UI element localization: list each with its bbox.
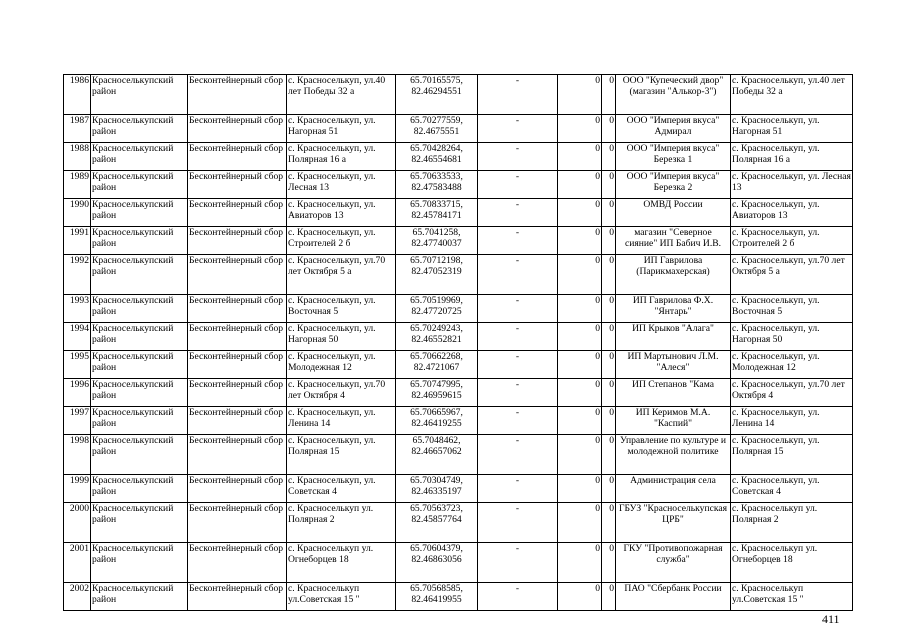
table-row bbox=[64, 255, 853, 295]
coordinates-cell: 65.70633533, 82.47583488 bbox=[396, 171, 478, 199]
value-cell: 0 bbox=[558, 75, 602, 115]
coordinates-cell: 65.70277559, 82.4675551 bbox=[396, 115, 478, 143]
organization-address-cell: с. Красноселькуп, ул. Полярная 15 bbox=[731, 435, 853, 475]
value-cell: 0 bbox=[558, 583, 602, 611]
district-cell: Красноселькупский район bbox=[91, 323, 188, 351]
dash-cell: - bbox=[478, 199, 558, 227]
coordinates-cell: 65.70304749, 82.46335197 bbox=[396, 475, 478, 503]
address-cell: с. Красноселькуп, ул. Полярная 15 bbox=[287, 435, 396, 475]
district-cell: Красноселькупский район bbox=[91, 171, 188, 199]
row-number-cell: 1989 bbox=[64, 171, 91, 199]
coordinates-cell: 65.70662268, 82.4721067 bbox=[396, 351, 478, 379]
value-cell: 0 bbox=[558, 227, 602, 255]
coordinates-cell: 65.70604379, 82.46863056 bbox=[396, 543, 478, 583]
organization-address-cell: с. Красноселькуп, ул. Советская 4 bbox=[731, 475, 853, 503]
dash-cell: - bbox=[478, 435, 558, 475]
collection-method-cell: Бесконтейнерный сбор bbox=[188, 583, 287, 611]
value-cell: 0 bbox=[558, 435, 602, 475]
dash-cell: - bbox=[478, 295, 558, 323]
address-cell: с. Красноселькуп, ул. Советская 4 bbox=[287, 475, 396, 503]
value-cell: 0 bbox=[602, 379, 616, 407]
value-cell: 0 bbox=[558, 199, 602, 227]
row-number-cell: 1990 bbox=[64, 199, 91, 227]
table-row bbox=[64, 199, 853, 227]
coordinates-cell: 65.70747995, 82.46959615 bbox=[396, 379, 478, 407]
table-body bbox=[64, 75, 853, 611]
collection-method-cell: Бесконтейнерный сбор bbox=[188, 75, 287, 115]
value-cell: 0 bbox=[558, 475, 602, 503]
organization-address-cell: с. Красноселькуп, ул. Ленина 14 bbox=[731, 407, 853, 435]
collection-method-cell: Бесконтейнерный сбор bbox=[188, 503, 287, 543]
value-cell: 0 bbox=[602, 475, 616, 503]
collection-method-cell: Бесконтейнерный сбор bbox=[188, 171, 287, 199]
organization-address-cell: с. Красноселькуп ул. Полярная 2 bbox=[731, 503, 853, 543]
value-cell: 0 bbox=[602, 115, 616, 143]
address-cell: с. Красноселькуп, ул. Строителей 2 б bbox=[287, 227, 396, 255]
value-cell: 0 bbox=[558, 295, 602, 323]
organization-address-cell: с. Красноселькуп, ул. Восточная 5 bbox=[731, 295, 853, 323]
organization-cell: магазин "Северное сияние" ИП Бабич И.В. bbox=[616, 227, 731, 255]
organization-cell: ОМВД России bbox=[616, 199, 731, 227]
value-cell: 0 bbox=[558, 503, 602, 543]
dash-cell: - bbox=[478, 75, 558, 115]
coordinates-cell: 65.70428264, 82.46554681 bbox=[396, 143, 478, 171]
organization-cell: ПАО "Сбербанк России bbox=[616, 583, 731, 611]
value-cell: 0 bbox=[558, 351, 602, 379]
value-cell: 0 bbox=[558, 255, 602, 295]
dash-cell: - bbox=[478, 351, 558, 379]
organization-cell: ИП Крыков "Алага" bbox=[616, 323, 731, 351]
organization-address-cell: с. Красноселькуп, ул. Нагорная 51 bbox=[731, 115, 853, 143]
organization-cell: ИП Гаврилова (Парикмахерская) bbox=[616, 255, 731, 295]
coordinates-cell: 65.70833715, 82.45784171 bbox=[396, 199, 478, 227]
value-cell: 0 bbox=[558, 115, 602, 143]
coordinates-cell: 65.70165575, 82.46294551 bbox=[396, 75, 478, 115]
address-cell: с. Красноселькуп, ул. Восточная 5 bbox=[287, 295, 396, 323]
organization-address-cell: с. Красноселькуп ул. Огнеборцев 18 bbox=[731, 543, 853, 583]
organization-cell: ИП Степанов "Кама bbox=[616, 379, 731, 407]
organization-cell: ООО "Империя вкуса" Адмирал bbox=[616, 115, 731, 143]
value-cell: 0 bbox=[602, 351, 616, 379]
organization-address-cell: с. Красноселькуп, ул.40 лет Победы 32 а bbox=[731, 75, 853, 115]
value-cell: 0 bbox=[558, 379, 602, 407]
collection-method-cell: Бесконтейнерный сбор bbox=[188, 475, 287, 503]
dash-cell: - bbox=[478, 543, 558, 583]
collection-method-cell: Бесконтейнерный сбор bbox=[188, 115, 287, 143]
organization-address-cell: с. Красноселькуп, ул. Строителей 2 б bbox=[731, 227, 853, 255]
coordinates-cell: 65.70568585, 82.46419955 bbox=[396, 583, 478, 611]
organization-cell: ГБУЗ "Красноселькупская ЦРБ" bbox=[616, 503, 731, 543]
value-cell: 0 bbox=[602, 255, 616, 295]
address-cell: с. Красноселькуп, ул. Молодежная 12 bbox=[287, 351, 396, 379]
table-row bbox=[64, 171, 853, 199]
organization-address-cell: с. Красноселькуп, ул. Полярная 16 а bbox=[731, 143, 853, 171]
district-cell: Красноселькупский район bbox=[91, 227, 188, 255]
collection-method-cell: Бесконтейнерный сбор bbox=[188, 295, 287, 323]
table-row bbox=[64, 583, 853, 611]
district-cell: Красноселькупский район bbox=[91, 583, 188, 611]
address-cell: с. Красноселькуп, ул. Ленина 14 bbox=[287, 407, 396, 435]
district-cell: Красноселькупский район bbox=[91, 199, 188, 227]
organization-cell: ИП Гаврилова Ф.Х. "Янтарь" bbox=[616, 295, 731, 323]
value-cell: 0 bbox=[602, 199, 616, 227]
collection-method-cell: Бесконтейнерный сбор bbox=[188, 435, 287, 475]
address-cell: с. Красноселькуп, ул.70 лет Октября 4 bbox=[287, 379, 396, 407]
collection-method-cell: Бесконтейнерный сбор bbox=[188, 407, 287, 435]
dash-cell: - bbox=[478, 503, 558, 543]
organization-address-cell: с. Красноселькуп, ул. Молодежная 12 bbox=[731, 351, 853, 379]
district-cell: Красноселькупский район bbox=[91, 503, 188, 543]
address-cell: с. Красноселькуп, ул. Лесная 13 bbox=[287, 171, 396, 199]
address-cell: с. Красноселькуп ул. Полярная 2 bbox=[287, 503, 396, 543]
value-cell: 0 bbox=[602, 171, 616, 199]
dash-cell: - bbox=[478, 255, 558, 295]
organization-cell: ИП Мартынович Л.М. "Алеся" bbox=[616, 351, 731, 379]
collection-method-cell: Бесконтейнерный сбор bbox=[188, 543, 287, 583]
coordinates-cell: 65.70563723, 82.45857764 bbox=[396, 503, 478, 543]
row-number-cell: 1999 bbox=[64, 475, 91, 503]
district-cell: Красноселькупский район bbox=[91, 543, 188, 583]
row-number-cell: 1987 bbox=[64, 115, 91, 143]
address-cell: с. Красноселькуп, ул. Нагорная 50 bbox=[287, 323, 396, 351]
table-row bbox=[64, 503, 853, 543]
coordinates-cell: 65.7041258, 82.47740037 bbox=[396, 227, 478, 255]
collection-points-table bbox=[63, 74, 853, 611]
collection-method-cell: Бесконтейнерный сбор bbox=[188, 379, 287, 407]
page-number: 411 bbox=[822, 612, 840, 626]
dash-cell: - bbox=[478, 143, 558, 171]
row-number-cell: 1995 bbox=[64, 351, 91, 379]
district-cell: Красноселькупский район bbox=[91, 379, 188, 407]
collection-method-cell: Бесконтейнерный сбор bbox=[188, 143, 287, 171]
coordinates-cell: 65.7048462, 82.46657062 bbox=[396, 435, 478, 475]
value-cell: 0 bbox=[558, 143, 602, 171]
district-cell: Красноселькупский район bbox=[91, 143, 188, 171]
table-row bbox=[64, 75, 853, 115]
address-cell: с. Красноселькуп, ул.40 лет Победы 32 а bbox=[287, 75, 396, 115]
address-cell: с. Красноселькуп, ул. Полярная 16 а bbox=[287, 143, 396, 171]
collection-method-cell: Бесконтейнерный сбор bbox=[188, 351, 287, 379]
collection-method-cell: Бесконтейнерный сбор bbox=[188, 255, 287, 295]
dash-cell: - bbox=[478, 227, 558, 255]
table-row bbox=[64, 407, 853, 435]
row-number-cell: 2001 bbox=[64, 543, 91, 583]
value-cell: 0 bbox=[602, 503, 616, 543]
district-cell: Красноселькупский район bbox=[91, 255, 188, 295]
address-cell: с. Красноселькуп, ул. Нагорная 51 bbox=[287, 115, 396, 143]
organization-address-cell: с. Красноселькуп ул.Советская 15 " bbox=[731, 583, 853, 611]
dash-cell: - bbox=[478, 323, 558, 351]
organization-address-cell: с. Красноселькуп, ул. Нагорная 50 bbox=[731, 323, 853, 351]
address-cell: с. Красноселькуп ул.Советская 15 " bbox=[287, 583, 396, 611]
dash-cell: - bbox=[478, 171, 558, 199]
value-cell: 0 bbox=[602, 583, 616, 611]
coordinates-cell: 65.70519969, 82.47720725 bbox=[396, 295, 478, 323]
table-row bbox=[64, 323, 853, 351]
table-row bbox=[64, 227, 853, 255]
dash-cell: - bbox=[478, 583, 558, 611]
organization-cell: ООО "Купеческий двор" (магазин "Алькор-3") bbox=[616, 75, 731, 115]
coordinates-cell: 65.70665967, 82.46419255 bbox=[396, 407, 478, 435]
organization-cell: ГКУ "Противопожарная служба" bbox=[616, 543, 731, 583]
district-cell: Красноселькупский район bbox=[91, 435, 188, 475]
row-number-cell: 1994 bbox=[64, 323, 91, 351]
dash-cell: - bbox=[478, 379, 558, 407]
table-row bbox=[64, 351, 853, 379]
address-cell: с. Красноселькуп ул. Огнеборцев 18 bbox=[287, 543, 396, 583]
district-cell: Красноселькупский район bbox=[91, 351, 188, 379]
value-cell: 0 bbox=[602, 75, 616, 115]
district-cell: Красноселькупский район bbox=[91, 295, 188, 323]
row-number-cell: 1997 bbox=[64, 407, 91, 435]
row-number-cell: 2002 bbox=[64, 583, 91, 611]
organization-address-cell: с. Красноселькуп, ул.70 лет Октября 4 bbox=[731, 379, 853, 407]
table-row bbox=[64, 379, 853, 407]
value-cell: 0 bbox=[602, 407, 616, 435]
value-cell: 0 bbox=[558, 323, 602, 351]
organization-cell: Администрация села bbox=[616, 475, 731, 503]
organization-cell: ИП Керимов М.А. "Каспий" bbox=[616, 407, 731, 435]
address-cell: с. Красноселькуп, ул.70 лет Октября 5 а bbox=[287, 255, 396, 295]
value-cell: 0 bbox=[558, 407, 602, 435]
table-row bbox=[64, 143, 853, 171]
value-cell: 0 bbox=[602, 295, 616, 323]
dash-cell: - bbox=[478, 475, 558, 503]
table-row bbox=[64, 295, 853, 323]
value-cell: 0 bbox=[602, 543, 616, 583]
value-cell: 0 bbox=[602, 227, 616, 255]
dash-cell: - bbox=[478, 407, 558, 435]
value-cell: 0 bbox=[558, 171, 602, 199]
dash-cell: - bbox=[478, 115, 558, 143]
collection-method-cell: Бесконтейнерный сбор bbox=[188, 227, 287, 255]
organization-cell: Управление по культуре и молодежной политике bbox=[616, 435, 731, 475]
value-cell: 0 bbox=[602, 435, 616, 475]
row-number-cell: 1986 bbox=[64, 75, 91, 115]
table-row bbox=[64, 115, 853, 143]
organization-cell: ООО "Империя вкуса" Березка 1 bbox=[616, 143, 731, 171]
organization-address-cell: с. Красноселькуп, ул. Лесная 13 bbox=[731, 171, 853, 199]
district-cell: Красноселькупский район bbox=[91, 475, 188, 503]
collection-method-cell: Бесконтейнерный сбор bbox=[188, 199, 287, 227]
row-number-cell: 1993 bbox=[64, 295, 91, 323]
row-number-cell: 1991 bbox=[64, 227, 91, 255]
district-cell: Красноселькупский район bbox=[91, 407, 188, 435]
row-number-cell: 1992 bbox=[64, 255, 91, 295]
coordinates-cell: 65.70249243, 82.46552821 bbox=[396, 323, 478, 351]
district-cell: Красноселькупский район bbox=[91, 115, 188, 143]
value-cell: 0 bbox=[602, 323, 616, 351]
row-number-cell: 2000 bbox=[64, 503, 91, 543]
organization-cell: ООО "Империя вкуса" Березка 2 bbox=[616, 171, 731, 199]
value-cell: 0 bbox=[602, 143, 616, 171]
organization-address-cell: с. Красноселькуп, ул. Авиаторов 13 bbox=[731, 199, 853, 227]
organization-address-cell: с. Красноселькуп, ул.70 лет Октября 5 а bbox=[731, 255, 853, 295]
table-row bbox=[64, 543, 853, 583]
row-number-cell: 1996 bbox=[64, 379, 91, 407]
value-cell: 0 bbox=[558, 543, 602, 583]
district-cell: Красноселькупский район bbox=[91, 75, 188, 115]
row-number-cell: 1988 bbox=[64, 143, 91, 171]
coordinates-cell: 65.70712198, 82.47052319 bbox=[396, 255, 478, 295]
collection-method-cell: Бесконтейнерный сбор bbox=[188, 323, 287, 351]
row-number-cell: 1998 bbox=[64, 435, 91, 475]
address-cell: с. Красноселькуп, ул. Авиаторов 13 bbox=[287, 199, 396, 227]
table-row bbox=[64, 475, 853, 503]
table-row bbox=[64, 435, 853, 475]
